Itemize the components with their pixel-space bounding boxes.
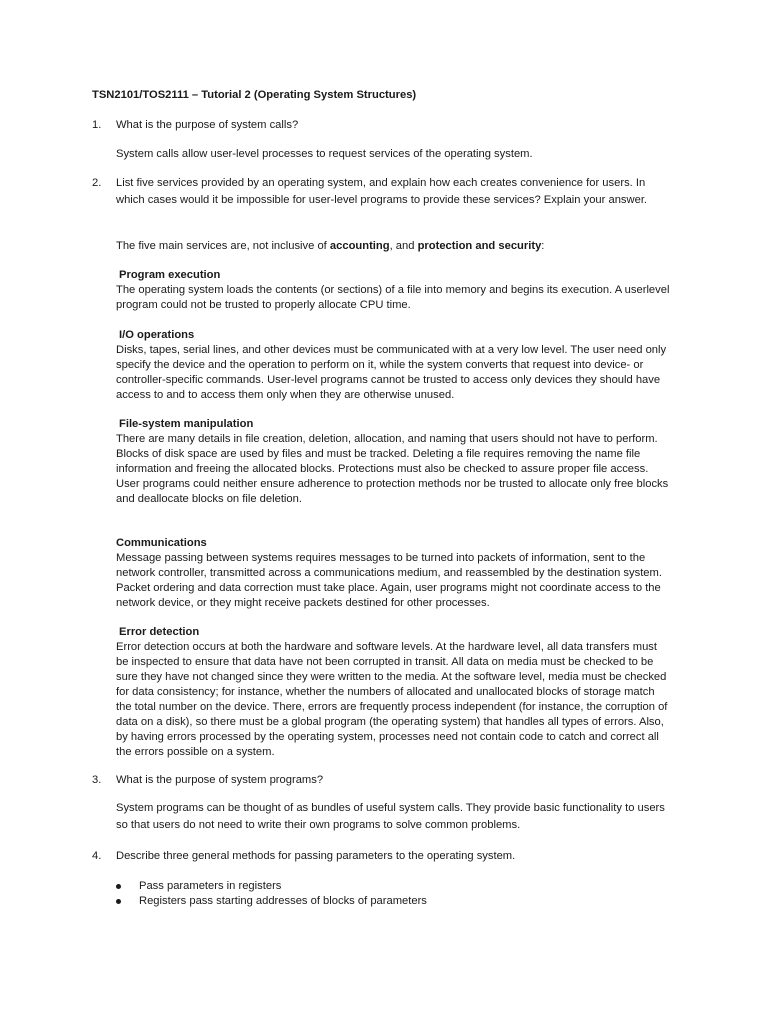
service-paragraph: Blocks of disk space are used by files and must be tracked. Deleting a file requires removing the name file information and freeing the allocated blocks. Protections must also be checked to assure proper file access. User programs could neither ensure adherence to protection methods nor be trusted to allocate only free blocks and deallocate blocks on file deletion. xyxy=(116,448,669,505)
service-section xyxy=(116,536,672,611)
question-number: 1. xyxy=(92,119,102,131)
intro-text: , and xyxy=(389,240,418,252)
service-section xyxy=(116,625,672,760)
intro-bold-term: accounting xyxy=(329,240,390,252)
bullet-dot-icon xyxy=(116,884,121,889)
question-number: 4. xyxy=(92,850,102,862)
service-section xyxy=(116,417,672,507)
question-text: Describe three general methods for passing parameters to the operating system. xyxy=(116,850,516,862)
service-heading: Communications xyxy=(116,537,207,549)
bullet-text: Pass parameters in registers xyxy=(139,880,282,892)
service-heading: File-system manipulation xyxy=(119,418,254,430)
service-heading: I/O operations xyxy=(119,329,195,341)
answer-intro xyxy=(116,239,672,254)
question-text: What is the purpose of system calls? xyxy=(116,119,299,131)
service-section xyxy=(116,328,672,403)
service-paragraph: Disks, tapes, serial lines, and other devices must be communicated with at a very low level. The user need only specify the device and the operation to perform on it, while the system converts that request into device- or controller-specific commands. User-level programs cannot be trusted to access only devices they should have access to and to access them only when they are otherwise unused. xyxy=(116,344,667,401)
service-paragraph: There are many details in file creation, deletion, allocation, and naming that users should not have to perform. xyxy=(116,433,658,445)
intro-text: The five main services are, not inclusive of xyxy=(116,240,330,252)
service-heading: Error detection xyxy=(119,626,200,638)
bullet-dot-icon xyxy=(116,899,121,904)
document-title: TSN2101/TOS2111 – Tutorial 2 (Operating System Structures) xyxy=(92,89,417,101)
question-number: 3. xyxy=(92,774,102,786)
service-section xyxy=(116,268,672,313)
bullet-text: Registers pass starting addresses of blocks of parameters xyxy=(139,895,427,907)
question-number: 2. xyxy=(92,177,102,189)
service-heading: Program execution xyxy=(119,269,221,281)
question-text: List five services provided by an operating system, and explain how each creates convenience for users. In which cases would it be impossible for user-level programs to provide these services? Explain your answer. xyxy=(116,177,648,206)
answer-text: System programs can be thought of as bundles of useful system calls. They provide basic functionality to users so that users do not need to write their own programs to solve common problems. xyxy=(116,802,665,831)
service-paragraph: The operating system loads the contents (or sections) of a file into memory and begins its execution. A userlevel program could not be trusted to properly allocate CPU time. xyxy=(116,284,670,311)
answer-text: System calls allow user-level processes to request services of the operating system. xyxy=(116,148,533,160)
intro-bold-term: protection and security xyxy=(417,240,542,252)
service-paragraph: Message passing between systems requires messages to be turned into packets of information, sent to the network controller, transmitted across a communications medium, and reassembled by the destination system. Packet ordering and data correction must take place. Again, user programs might not coordinate access to the network device, or they might receive packets destined for other processes. xyxy=(116,552,662,609)
service-paragraph: Error detection occurs at both the hardware and software levels. At the hardware level, all data transfers must be inspected to ensure that data have not been corrupted in transit. All data on media must be checked to be sure they have not changed since they were written to the media. At the software level, media must be checked for data consistency; for instance, whether the numbers of allocated and unallocated blocks of storage match the total number on the device. There, errors are frequently process independent (for instance, the corruption of data on a disk), so there must be a global program (the operating system) that handles all types of errors. Also, by having errors processed by the operating system, processes need not contain code to catch and correct all the errors possible on a system. xyxy=(116,641,668,758)
intro-text: : xyxy=(541,240,545,252)
question-text: What is the purpose of system programs? xyxy=(116,774,324,786)
